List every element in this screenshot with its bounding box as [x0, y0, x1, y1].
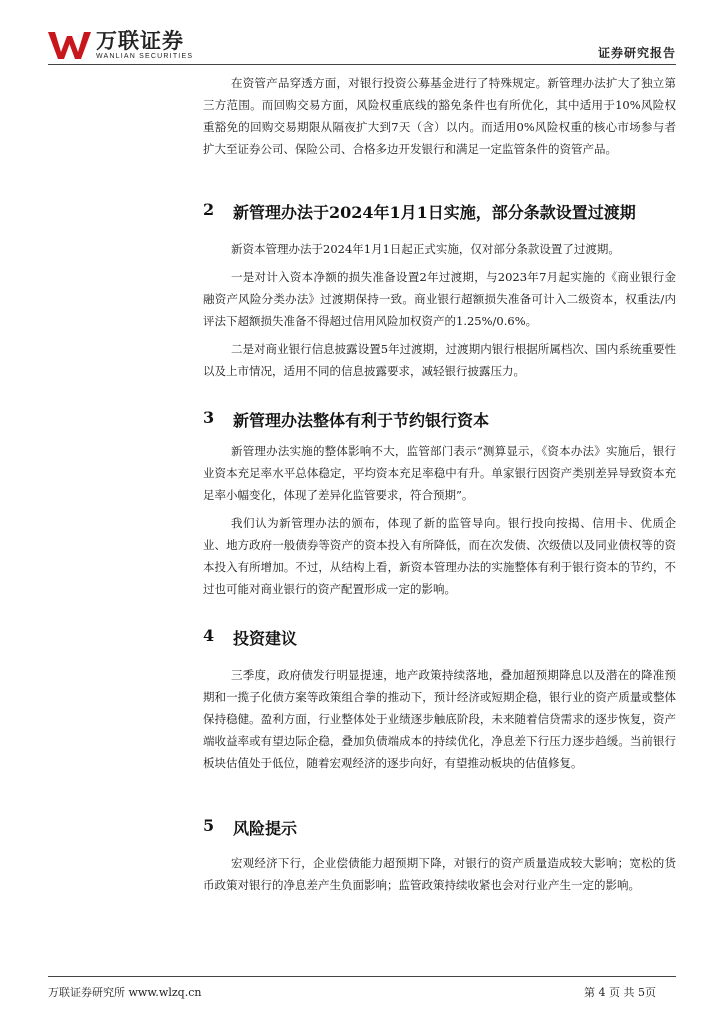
section-2-body: [203, 238, 676, 382]
report-type-label: 证券研究报告: [597, 46, 676, 60]
section-4-number: 4: [203, 626, 215, 645]
intro-block: [203, 72, 676, 160]
section-4-body: [203, 664, 676, 774]
section-4-title: 投资建议: [233, 629, 298, 648]
section-3-title: 新管理办法整体有利于节约银行资本: [233, 411, 490, 430]
section-5-title: 风险提示: [233, 819, 298, 838]
page-header: [0, 0, 724, 66]
section-3-number: 3: [203, 408, 215, 427]
header-divider: [48, 64, 676, 65]
intro-paragraph: 在资管产品穿透方面，对银行投资公募基金进行了特殊规定。新管理办法扩大了独立第三方范围。而回购交易方面，风险权重底线的豁免条件也有所优化，其中适用于10%风险权重豁免的回购交易期限从隔夜扩大到7天（含）以内。而适用0%风险权重的核心市场参与者扩大至证券公司、保险公司、合格多边开发银行和满足一定监管条件的资管产品。: [203, 76, 676, 156]
section-5-number: 5: [203, 816, 215, 835]
section-3-paragraph: 新管理办法实施的整体影响不大，监管部门表示“测算显示，《资本办法》实施后，银行业资本充足率水平总体稳定，平均资本充足率稳中有升。单家银行因资产类别差异导致资本充足率小幅变化，体现了差异化监管要求，符合预期”。: [203, 444, 676, 502]
footer-divider: [48, 976, 676, 977]
section-3-paragraph: 我们认为新管理办法的颁布，体现了新的监管导向。银行投向按揭、信用卡、优质企业、地方政府一般债券等资产的资本投入有所降低，而在次发债、次级债以及同业债权等的资本投入有所增加。不过，从结构上看，新资本管理办法的实施整体有利于银行资本的节约，不过也可能对商业银行的资产配置形成一定的影响。: [203, 516, 676, 596]
section-5-paragraph: 宏观经济下行，企业偿债能力超预期下降，对银行的资产质量造成较大影响；宽松的货币政策对银行的净息差产生负面影响；监管政策持续收紧也会对行业产生一定的影响。: [203, 856, 676, 892]
section-3-body: [203, 440, 676, 600]
section-2-paragraph: 二是对商业银行信息披露设置5年过渡期，过渡期内银行根据所属档次、国内系统重要性以及上市情况，适用不同的信息披露要求，减轻银行披露压力。: [203, 342, 676, 378]
section-2-title: 新管理办法于2024年1月1日实施，部分条款设置过渡期: [233, 203, 636, 222]
section-4-paragraph: 三季度，政府债发行明显提速，地产政策持续落地，叠加超预期降息以及潜在的降准预期和一揽子化债方案等政策组合拳的推动下，预计经济或短期企稳，银行业的资产质量或整体保持稳健。盈利方面，行业整体处于业绩逐步触底阶段，未来随着信贷需求的逐步恢复，资产端收益率或有望边际企稳，叠加负债端成本的持续优化，净息差下行压力逐步趋缓。当前银行板块估值处于低位，随着宏观经济的逐步向好，有望推动板块的估值修复。: [203, 668, 676, 770]
section-2-paragraph: 新资本管理办法于2024年1月1日起正式实施，仅对部分条款设置了过渡期。: [231, 242, 620, 256]
wanlian-logo-icon: [48, 30, 92, 60]
company-logo: [48, 30, 193, 64]
section-2-paragraph: 一是对计入资本净额的损失准备设置2年过渡期，与2023年7月起实施的《商业银行金融资产风险分类办法》过渡期保持一致。商业银行超额损失准备可计入二级资本，权重法/内评法下超额损失准备不得超过信用风险加权资产的1.25%/0.6%。: [203, 270, 676, 328]
section-2-number: 2: [203, 200, 215, 219]
page-number: 第 4 页 共 5页: [584, 986, 656, 999]
section-5-body: [203, 852, 676, 896]
logo-chinese-name: 万联证券: [96, 29, 184, 53]
logo-english-name: WANLIAN SECURITIES: [96, 53, 194, 60]
footer-source: 万联证券研究所 www.wlzq.cn: [48, 986, 202, 999]
